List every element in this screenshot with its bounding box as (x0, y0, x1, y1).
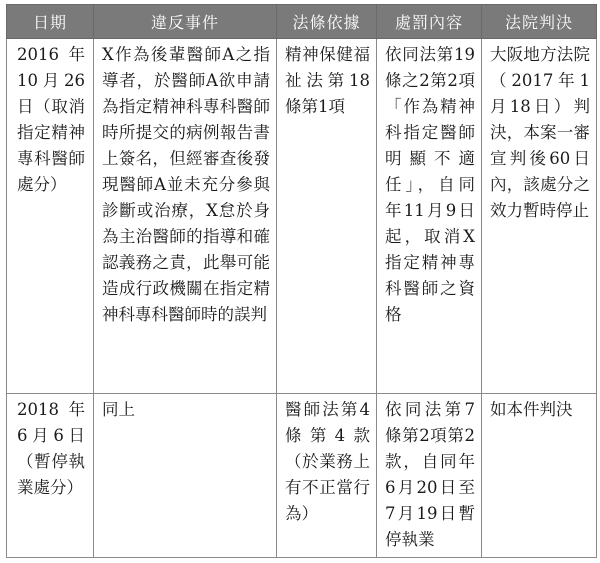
cell-law: 醫師法第4條第4款（於業務上有不正當行為） (277, 394, 377, 558)
header-penalty: 處罰內容 (377, 5, 482, 39)
header-law: 法條依據 (277, 5, 377, 39)
disciplinary-table (6, 4, 597, 558)
cell-date: 2018年6月6日（暫停執業處分） (7, 394, 94, 558)
header-date: 日期 (7, 5, 94, 39)
cell-court: 大阪地方法院（2017年1月18日）判決，本案一審宣判後60日內，該處分之效力暫時停止 (482, 39, 597, 394)
cell-penalty: 依同法第19條之2第2項「作為精神科指定醫師明顯不適任」，自同年11月9日起，取消X指定精神專科醫師之資格 (377, 39, 482, 394)
table-row (7, 39, 597, 394)
cell-violation: 同上 (94, 394, 277, 558)
cell-law: 精神保健福祉法第18條第1項 (277, 39, 377, 394)
header-court: 法院判決 (482, 5, 597, 39)
header-row (7, 5, 597, 39)
table-row (7, 394, 597, 558)
cell-date: 2016年10月26日（取消指定精神專科醫師處分） (7, 39, 94, 394)
cell-penalty: 依同法第7條第2項第2款，自同年6月20日至7月19日暫停執業 (377, 394, 482, 558)
cell-violation: X作為後輩醫師A之指導者，於醫師A欲申請為指定精神科專科醫師時所提交的病例報告書上簽名，但經審查後發現醫師A並未充分參與診斷或治療，X怠於身為主治醫師的指導和確認義務之責，此舉可能造成行政機關在指定精神科專科醫師時的誤判 (94, 39, 277, 394)
header-violation: 違反事件 (94, 5, 277, 39)
cell-court: 如本件判決 (482, 394, 597, 558)
